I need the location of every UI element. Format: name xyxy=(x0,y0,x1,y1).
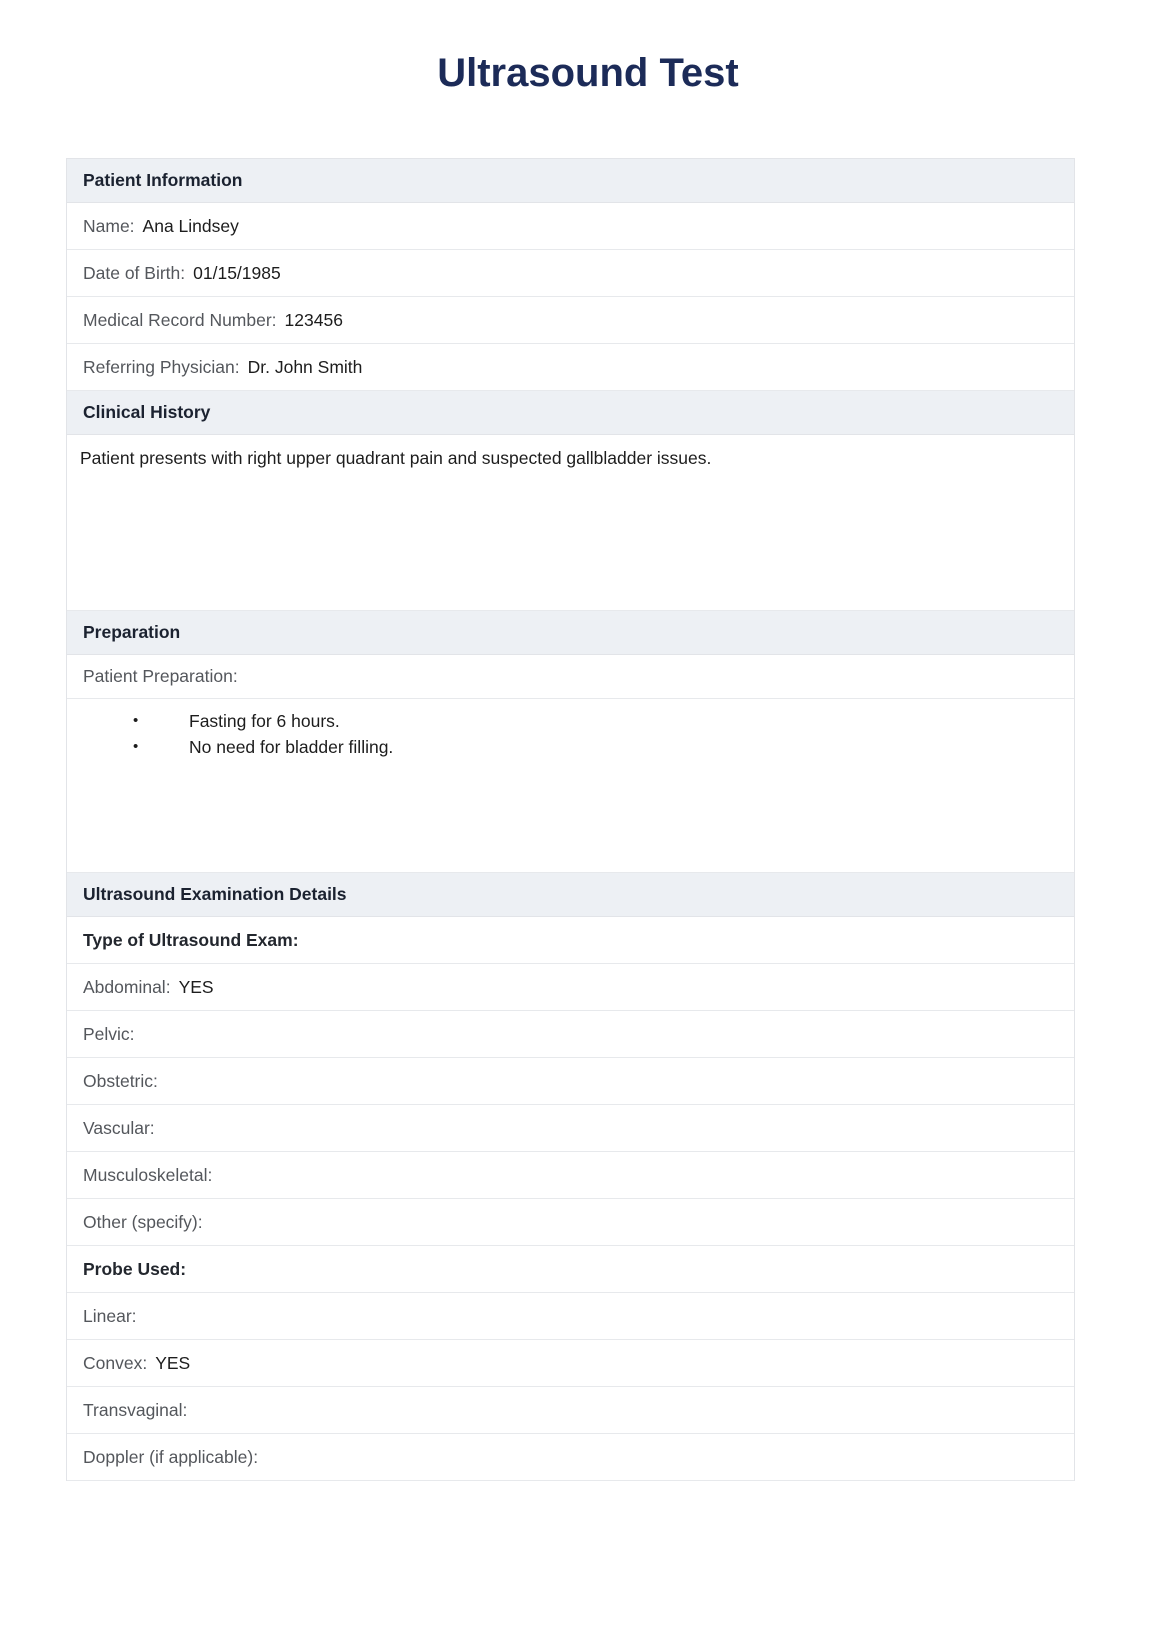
field-row-referring-physician xyxy=(67,344,1074,391)
field-value: Dr. John Smith xyxy=(247,356,363,377)
field-label: Abdominal: xyxy=(83,976,171,997)
field-label: Pelvic: xyxy=(83,1023,135,1044)
field-row-probe-used xyxy=(67,1246,1074,1293)
field-label: Date of Birth: xyxy=(83,262,186,283)
field-label: Name: xyxy=(83,215,135,236)
field-label: Other (specify): xyxy=(83,1211,203,1232)
field-value: Ana Lindsey xyxy=(142,215,239,236)
field-row-date-of-birth xyxy=(67,250,1074,297)
field-label: Doppler (if applicable): xyxy=(83,1446,259,1467)
field-label: Transvaginal: xyxy=(83,1399,188,1420)
field-row-type-of-exam xyxy=(67,917,1074,964)
field-label: Vascular: xyxy=(83,1117,155,1138)
field-row-pelvic xyxy=(67,1011,1074,1058)
field-row-vascular xyxy=(67,1105,1074,1152)
field-label: Convex: xyxy=(83,1352,148,1373)
bullet-item: • No need for bladder filling. xyxy=(133,734,1074,760)
section-header-examination-details: Ultrasound Examination Details xyxy=(67,873,1074,917)
clinical-history-text: Patient presents with right upper quadrant pain and suspected gallbladder issues. xyxy=(67,435,1074,611)
field-row-medical-record-number xyxy=(67,297,1074,344)
section-header-patient-information: Patient Information xyxy=(67,159,1074,203)
form-table xyxy=(66,158,1075,1481)
field-label: Obstetric: xyxy=(83,1070,158,1091)
preparation-bullet-list xyxy=(67,699,1074,873)
section-header-clinical-history: Clinical History xyxy=(67,391,1074,435)
field-row-transvaginal xyxy=(67,1387,1074,1434)
field-row-other-specify xyxy=(67,1199,1074,1246)
field-label: Linear: xyxy=(83,1305,137,1326)
field-row-abdominal xyxy=(67,964,1074,1011)
field-label: Type of Ultrasound Exam: xyxy=(83,929,299,950)
field-value: YES xyxy=(178,976,214,997)
field-row-name xyxy=(67,203,1074,250)
field-value: 01/15/1985 xyxy=(193,262,281,283)
field-label: Probe Used: xyxy=(83,1258,187,1279)
field-row-convex xyxy=(67,1340,1074,1387)
field-row-musculoskeletal xyxy=(67,1152,1074,1199)
field-label: Musculoskeletal: xyxy=(83,1164,213,1185)
field-label: Referring Physician: xyxy=(83,356,240,377)
field-value: YES xyxy=(155,1352,191,1373)
section-header-preparation: Preparation xyxy=(67,611,1074,655)
field-value: 123456 xyxy=(284,309,343,330)
page-title: Ultrasound Test xyxy=(437,51,739,95)
field-row-patient-preparation xyxy=(67,655,1074,699)
field-label: Medical Record Number: xyxy=(83,309,277,330)
field-row-linear xyxy=(67,1293,1074,1340)
bullet-item: • Fasting for 6 hours. xyxy=(133,708,1074,734)
field-row-obstetric xyxy=(67,1058,1074,1105)
field-row-doppler xyxy=(67,1434,1074,1481)
field-label: Patient Preparation: xyxy=(83,666,238,686)
